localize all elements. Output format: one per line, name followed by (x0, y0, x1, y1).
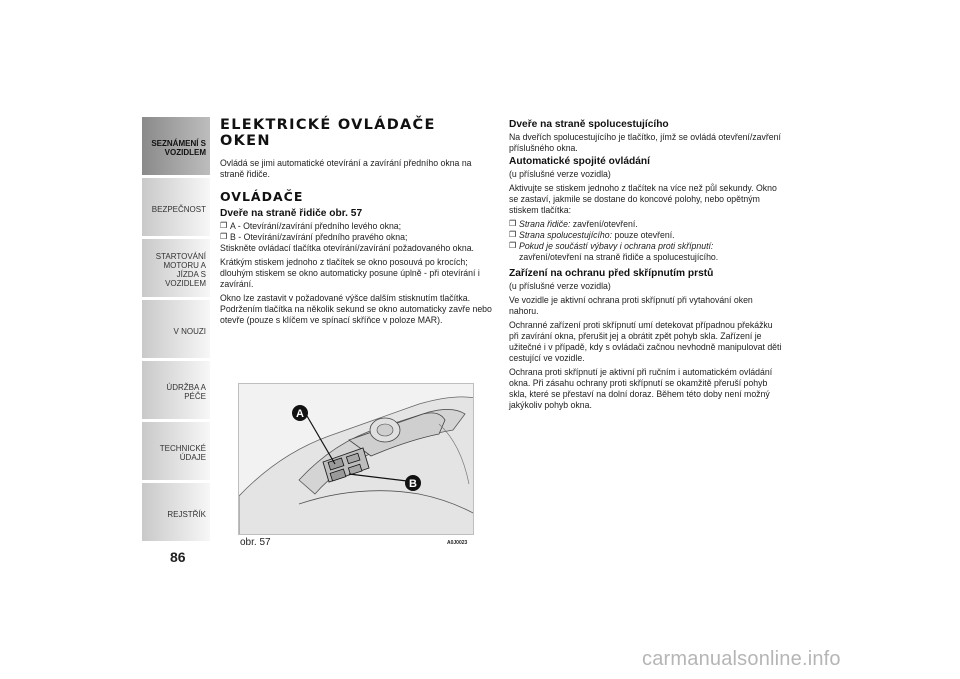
pinch-protection-sub: (u příslušné verze vozidla) (509, 280, 611, 291)
driver-door-heading: Dveře na straně řidiče obr. 57 (220, 208, 363, 219)
intro-paragraph: Ovládá se jimi automatické otevírání a zavírání předního okna na straně řidiče. (220, 157, 472, 179)
passenger-paragraph: Na dveřích spolucestujícího je tlačítko, jímž se ovládá otevření/zavření příslušného okna. (509, 131, 781, 153)
paragraph-3: Okno lze zastavit v požadované výšce dalším stisknutím tlačítka. Podržením tlačítka na několik sekund se okno automaticky zavře nebo otevře (pouze s klíčem ve spínací skříňce v poloze MAR). (220, 292, 492, 325)
section-title: OVLÁDAČE (220, 189, 304, 204)
paragraph-1: Stiskněte ovládací tlačítka otevírání/zavírání požadovaného okna. (220, 242, 474, 253)
callout-b-label: B (409, 478, 417, 490)
auto-bullet-2: ❒ Strana spolucestujícího: pouze otevření. (509, 229, 675, 240)
watermark: carmanualsonline.info (642, 648, 841, 670)
pinch-protection-heading: Zařízení na ochranu před skřípnutím prstů (509, 268, 714, 279)
pinch-paragraph-3: Ochrana proti skřípnutí je aktivní při ručním i automatickém ovládání okna. Při zásahu ochrany proti skřípnutí se okamžitě přeruší pohyb skla, které se přestaví na dolní doraz. Během této doby není možný jakýkoliv pohyb okna. (509, 366, 773, 410)
tab-v-nouzi[interactable]: V NOUZI (142, 300, 210, 358)
figure-code: A0J0023 (447, 540, 468, 546)
callout-a-label: A (296, 408, 304, 420)
bullet-b: ❒ B - Otevírání/zavírání předního pravého okna; (220, 231, 408, 242)
pinch-paragraph-2: Ochranné zařízení proti skřípnutí umí detekovat případnou překážku při zavírání okna, přerušit jej a obrátit zpět pohyb skla. Zařízení je užitečné i v případě, kdy s ovládači začnou nevhodně manipulovat děti cestující ve vozidle. (509, 319, 782, 363)
chapter-sidebar (142, 117, 210, 544)
pinch-paragraph-1: Ve vozidle je aktivní ochrana proti skřípnutí při vytahování oken nahoru. (509, 294, 753, 316)
left-column (220, 117, 492, 328)
bullet-a: ❒ A - Otevírání/zavírání předního levého okna; (220, 220, 402, 231)
bullet-icon: ❒ (220, 232, 228, 241)
auto-bullet-3: ❒ Pokud je součástí výbavy i ochrana proti skřípnutí: zavření/otevření na straně řidiče a spolucestujícího. (509, 240, 719, 262)
right-column (509, 119, 783, 413)
auto-control-heading: Automatické spojité ovládání (509, 156, 650, 167)
figure-caption: obr. 57 (240, 537, 271, 548)
page-title: ELEKTRICKÉ OVLÁDAČE OKEN (220, 117, 436, 149)
tab-startovani[interactable]: STARTOVÁNÍ MOTORU A JÍZDA S VOZIDLEM (142, 239, 210, 297)
figure-window-switches (238, 383, 474, 535)
door-panel-illustration (239, 384, 474, 535)
auto-control-paragraph: Aktivujte se stiskem jednoho z tlačítek na více než půl sekundy. Okno se zastaví, jakmile se dostane do koncové polohy, nebo opětným stiskem tlačítka: (509, 182, 777, 215)
bullet-icon: ❒ (509, 219, 517, 228)
auto-control-sub: (u příslušné verze vozidla) (509, 168, 611, 179)
paragraph-2: Krátkým stiskem jednoho z tlačítek se okno posouvá po krocích; dlouhým stiskem se okno automaticky posune úplně - při otevírání i zavírání. (220, 256, 480, 289)
tab-rejstrik[interactable]: REJSTŘÍK (142, 483, 210, 541)
tab-udrzba[interactable]: ÚDRŽBA A PÉČE (142, 361, 210, 419)
auto-bullet-1: ❒ Strana řidiče: zavření/otevření. (509, 218, 638, 229)
passenger-door-heading: Dveře na straně spolucestujícího (509, 119, 669, 130)
bullet-icon: ❒ (509, 230, 517, 239)
page-number: 86 (170, 549, 186, 565)
tab-technicke-udaje[interactable]: TECHNICKÉ ÚDAJE (142, 422, 210, 480)
tab-seznameni[interactable]: SEZNÁMENÍ S VOZIDLEM (142, 117, 210, 175)
bullet-icon: ❒ (509, 241, 517, 250)
tab-bezpecnost[interactable]: BEZPEČNOST (142, 178, 210, 236)
bullet-icon: ❒ (220, 221, 228, 230)
